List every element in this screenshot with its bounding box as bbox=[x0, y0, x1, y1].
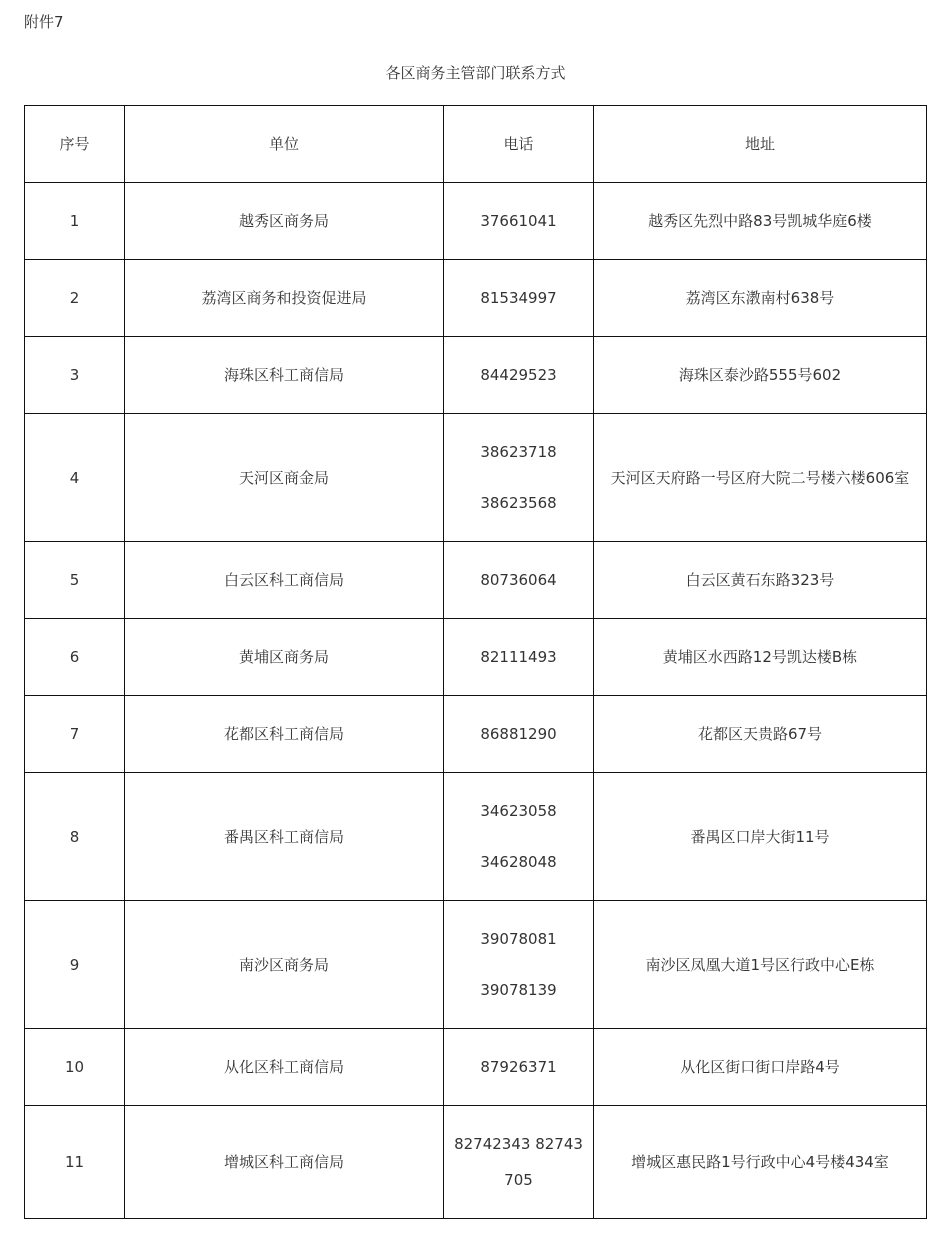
cell-address: 越秀区先烈中路83号凯城华庭6楼 bbox=[594, 183, 927, 260]
cell-no: 11 bbox=[25, 1106, 125, 1219]
cell-unit: 越秀区商务局 bbox=[125, 183, 444, 260]
table-header-row bbox=[25, 106, 927, 183]
cell-phone bbox=[444, 619, 594, 696]
cell-address: 荔湾区东漖南村638号 bbox=[594, 260, 927, 337]
table-row bbox=[25, 260, 927, 337]
cell-unit: 白云区科工商信局 bbox=[125, 542, 444, 619]
table-row bbox=[25, 1106, 927, 1219]
table-row bbox=[25, 901, 927, 1029]
phone-number: 37661041 bbox=[480, 212, 557, 230]
phone-number: 39078139 bbox=[480, 981, 557, 999]
cell-no: 5 bbox=[25, 542, 125, 619]
table-row bbox=[25, 1029, 927, 1106]
cell-unit: 南沙区商务局 bbox=[125, 901, 444, 1029]
cell-no: 6 bbox=[25, 619, 125, 696]
cell-address: 番禺区口岸大街11号 bbox=[594, 773, 927, 901]
cell-phone bbox=[444, 773, 594, 901]
header-unit: 单位 bbox=[125, 106, 444, 183]
cell-address: 海珠区泰沙路555号602 bbox=[594, 337, 927, 414]
cell-unit: 荔湾区商务和投资促进局 bbox=[125, 260, 444, 337]
table-row bbox=[25, 696, 927, 773]
phone-number: 82111493 bbox=[480, 648, 557, 666]
cell-phone bbox=[444, 260, 594, 337]
cell-unit: 花都区科工商信局 bbox=[125, 696, 444, 773]
phone-number: 34623058 bbox=[480, 802, 557, 820]
attachment-label: 附件7 bbox=[24, 13, 64, 31]
cell-phone bbox=[444, 337, 594, 414]
header-phone: 电话 bbox=[444, 106, 594, 183]
cell-unit: 番禺区科工商信局 bbox=[125, 773, 444, 901]
phone-number: 38623568 bbox=[480, 494, 557, 512]
table-row bbox=[25, 773, 927, 901]
phone-number: 84429523 bbox=[480, 366, 557, 384]
cell-phone bbox=[444, 542, 594, 619]
cell-address: 黄埔区水西路12号凯达楼B栋 bbox=[594, 619, 927, 696]
phone-number: 80736064 bbox=[480, 571, 557, 589]
cell-no: 4 bbox=[25, 414, 125, 542]
cell-address: 花都区天贵路67号 bbox=[594, 696, 927, 773]
cell-unit: 海珠区科工商信局 bbox=[125, 337, 444, 414]
cell-phone bbox=[444, 183, 594, 260]
table-row bbox=[25, 619, 927, 696]
cell-address: 天河区天府路一号区府大院二号楼六楼606室 bbox=[594, 414, 927, 542]
cell-unit: 从化区科工商信局 bbox=[125, 1029, 444, 1106]
phone-number: 86881290 bbox=[480, 725, 557, 743]
cell-phone bbox=[444, 414, 594, 542]
header-address: 地址 bbox=[594, 106, 927, 183]
cell-phone bbox=[444, 901, 594, 1029]
cell-address: 从化区街口街口岸路4号 bbox=[594, 1029, 927, 1106]
phone-number: 81534997 bbox=[480, 289, 557, 307]
phone-number: 39078081 bbox=[480, 930, 557, 948]
cell-no: 3 bbox=[25, 337, 125, 414]
cell-no: 9 bbox=[25, 901, 125, 1029]
cell-address: 南沙区凤凰大道1号区行政中心E栋 bbox=[594, 901, 927, 1029]
cell-no: 8 bbox=[25, 773, 125, 901]
page-title: 各区商务主管部门联系方式 bbox=[385, 64, 566, 82]
contacts-table bbox=[24, 105, 927, 1219]
cell-address: 增城区惠民路1号行政中心4号楼434室 bbox=[594, 1106, 927, 1219]
cell-phone: 82742343 82743705 bbox=[444, 1106, 594, 1219]
phone-number: 38623718 bbox=[480, 443, 557, 461]
phone-number: 87926371 bbox=[480, 1058, 557, 1076]
cell-no: 2 bbox=[25, 260, 125, 337]
cell-unit: 天河区商金局 bbox=[125, 414, 444, 542]
cell-unit: 增城区科工商信局 bbox=[125, 1106, 444, 1219]
cell-no: 1 bbox=[25, 183, 125, 260]
header-no: 序号 bbox=[25, 106, 125, 183]
table-row bbox=[25, 183, 927, 260]
cell-unit: 黄埔区商务局 bbox=[125, 619, 444, 696]
table-row bbox=[25, 414, 927, 542]
cell-address: 白云区黄石东路323号 bbox=[594, 542, 927, 619]
phone-number: 34628048 bbox=[480, 853, 557, 871]
cell-phone bbox=[444, 696, 594, 773]
cell-no: 10 bbox=[25, 1029, 125, 1106]
table-row bbox=[25, 542, 927, 619]
cell-phone bbox=[444, 1029, 594, 1106]
table-row bbox=[25, 337, 927, 414]
cell-no: 7 bbox=[25, 696, 125, 773]
